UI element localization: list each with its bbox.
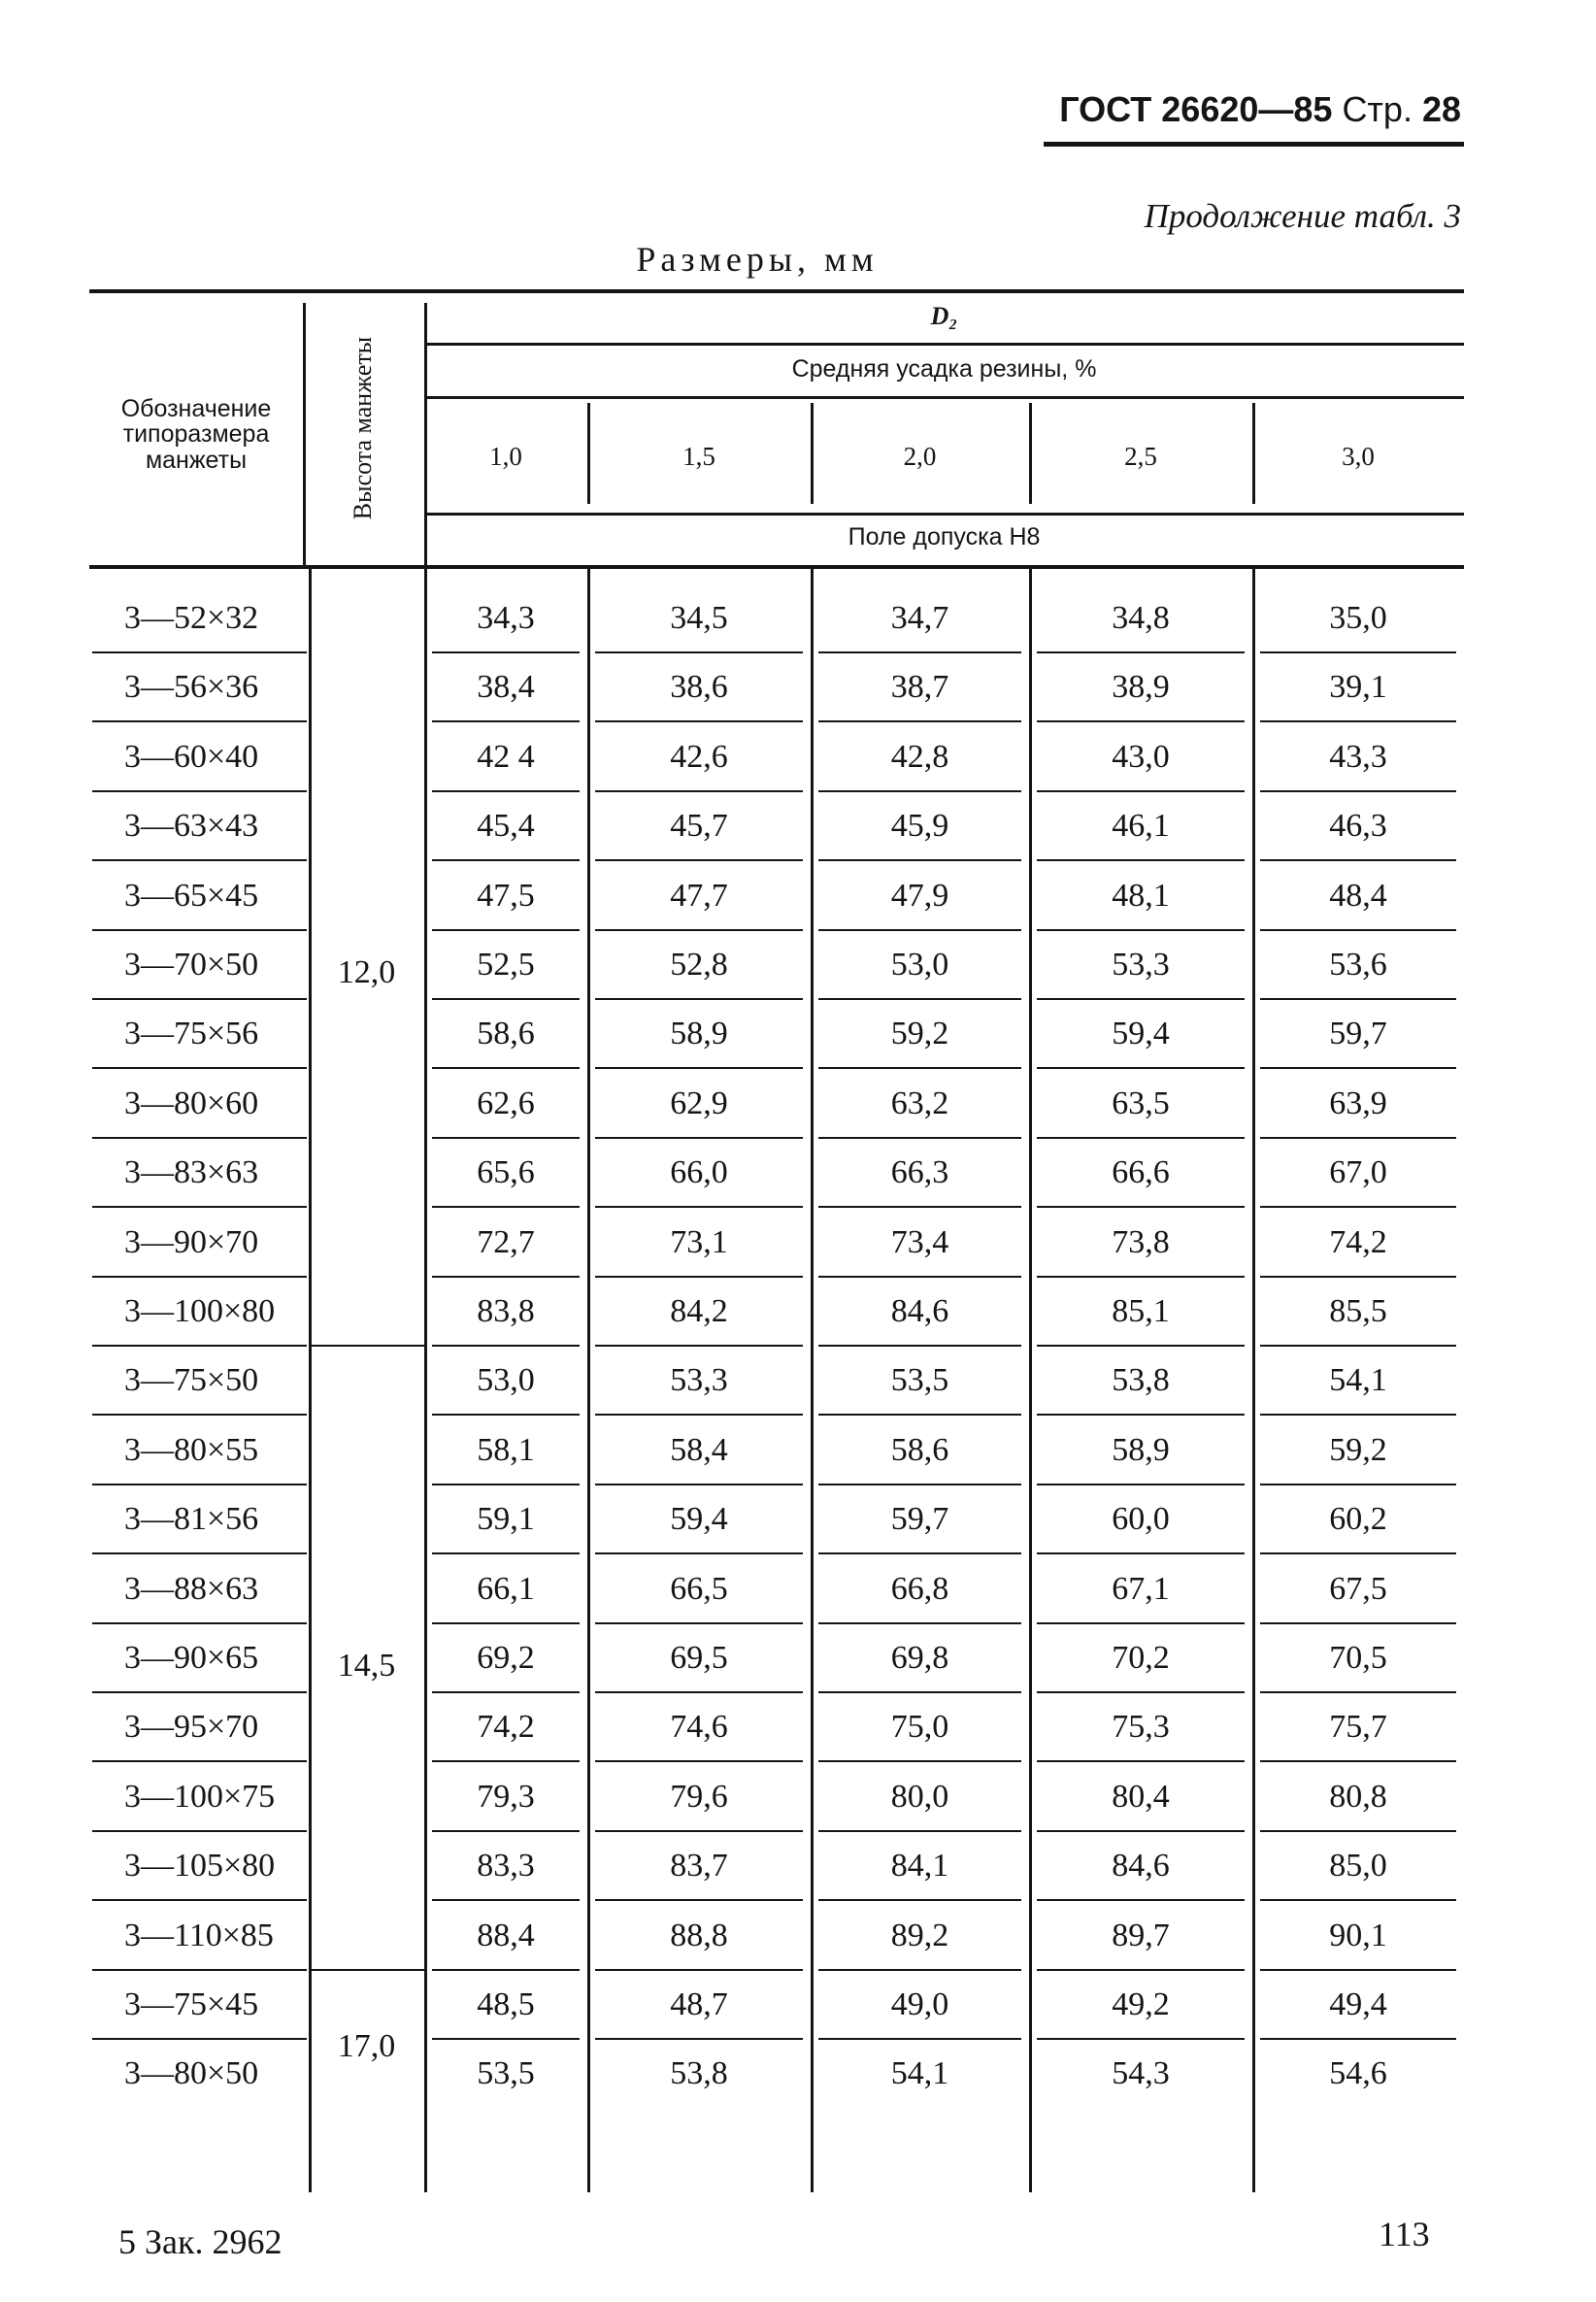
row-rule-values	[1037, 1137, 1245, 1139]
page-header	[971, 89, 1461, 130]
value-cell: 59,1	[477, 1501, 535, 1538]
value-cell: 80,0	[890, 1778, 949, 1815]
value-cell: 53,0	[890, 947, 949, 983]
value-cell: 59,7	[890, 1501, 949, 1538]
row-rule-values	[432, 720, 580, 722]
row-rule-values	[1260, 1345, 1456, 1347]
row-rule-values	[818, 790, 1021, 792]
footer-page-number: 113	[1379, 2215, 1430, 2253]
row-rule-values	[595, 1969, 803, 1971]
row-rule-values	[1037, 1622, 1245, 1624]
designation-cell: 3—80×55	[124, 1431, 259, 1468]
row-rule-designation	[92, 1414, 307, 1416]
row-rule-values	[1260, 859, 1456, 861]
row-rule-designation	[92, 1276, 307, 1278]
row-rule-designation	[92, 1137, 307, 1139]
value-cell: 48,7	[670, 1986, 728, 2022]
row-rule-values	[432, 929, 580, 931]
row-rule-values	[595, 1691, 803, 1693]
row-rule-values	[432, 1206, 580, 1208]
row-rule-values	[1037, 1067, 1245, 1069]
value-cell: 85,0	[1329, 1848, 1387, 1885]
row-rule-values	[432, 1760, 580, 1762]
value-cell: 46,1	[1112, 808, 1170, 845]
row-rule-designation	[92, 1622, 307, 1624]
row-rule-values	[432, 790, 580, 792]
value-cell: 34,3	[477, 600, 535, 636]
designation-cell: 3—90×70	[124, 1223, 259, 1260]
value-cell: 53,5	[477, 2055, 535, 2092]
row-rule-values	[1260, 1414, 1456, 1416]
row-rule-values	[818, 1691, 1021, 1693]
header-shrinkage-1: 1,0	[489, 442, 522, 471]
value-cell: 62,9	[670, 1084, 728, 1121]
designation-cell: 3—95×70	[124, 1709, 259, 1746]
value-cell: 85,5	[1329, 1293, 1387, 1329]
row-rule-values	[595, 1137, 803, 1139]
value-cell: 63,5	[1112, 1084, 1170, 1121]
value-cell: 69,2	[477, 1640, 535, 1676]
value-cell: 59,4	[670, 1501, 728, 1538]
value-cell: 52,5	[477, 947, 535, 983]
body-divider-designation	[309, 565, 312, 2192]
standard-number: ГОСТ 26620—85	[1059, 89, 1333, 129]
height-cell: 12,0	[337, 953, 396, 990]
row-rule-values	[595, 1414, 803, 1416]
row-rule-values	[1260, 1552, 1456, 1554]
header-divider-designation	[303, 303, 306, 565]
row-rule-values	[1260, 1830, 1456, 1832]
header-col-divider-3	[1029, 403, 1032, 504]
value-cell: 66,8	[890, 1570, 949, 1607]
row-rule-values	[818, 720, 1021, 722]
value-cell: 73,4	[890, 1223, 949, 1260]
row-rule-values	[432, 651, 580, 653]
row-rule-values	[595, 720, 803, 722]
value-cell: 66,1	[477, 1570, 535, 1607]
value-cell: 84,6	[890, 1293, 949, 1329]
row-rule-values	[1260, 720, 1456, 722]
value-cell: 47,5	[477, 877, 535, 914]
row-rule-values	[818, 1760, 1021, 1762]
designation-cell: 3—81×56	[124, 1501, 259, 1538]
row-rule-values	[1037, 1969, 1245, 1971]
value-cell: 84,6	[1112, 1848, 1170, 1885]
row-rule-values	[1260, 651, 1456, 653]
row-rule-values	[818, 1206, 1021, 1208]
value-cell: 63,9	[1329, 1084, 1387, 1121]
row-rule-values	[1037, 1414, 1245, 1416]
row-rule-values	[818, 1622, 1021, 1624]
row-rule-values	[432, 2038, 580, 2040]
row-rule-values	[1260, 1484, 1456, 1485]
row-rule-designation	[92, 929, 307, 931]
designation-cell: 3—105×80	[124, 1848, 276, 1885]
value-cell: 54,6	[1329, 2055, 1387, 2092]
value-cell: 53,3	[670, 1362, 728, 1399]
row-rule-values	[818, 1137, 1021, 1139]
table-header-bottom-rule	[89, 565, 1464, 569]
designation-cell: 3—110×85	[124, 1917, 274, 1953]
value-cell: 35,0	[1329, 600, 1387, 636]
value-cell: 53,8	[670, 2055, 728, 2092]
value-cell: 59,7	[1329, 1016, 1387, 1052]
row-rule-values	[432, 1830, 580, 1832]
row-rule-designation	[92, 790, 307, 792]
row-rule-values	[1260, 1622, 1456, 1624]
value-cell: 54,1	[1329, 1362, 1387, 1399]
row-rule-designation	[92, 651, 307, 653]
value-cell: 74,2	[477, 1709, 535, 1746]
row-rule-designation	[92, 998, 307, 1000]
value-cell: 70,2	[1112, 1640, 1170, 1676]
value-cell: 39,1	[1329, 669, 1387, 706]
value-cell: 54,3	[1112, 2055, 1170, 2092]
row-rule-values	[818, 1830, 1021, 1832]
row-rule-values	[818, 2038, 1021, 2040]
designation-cell: 3—80×50	[124, 2055, 259, 2092]
row-rule-designation	[92, 1206, 307, 1208]
row-rule-values	[1260, 929, 1456, 931]
row-rule-values	[818, 1552, 1021, 1554]
row-rule-designation	[92, 1760, 307, 1762]
value-cell: 42,6	[670, 738, 728, 775]
row-rule-values	[595, 1830, 803, 1832]
value-cell: 59,2	[1329, 1431, 1387, 1468]
row-rule-values	[1260, 1137, 1456, 1139]
value-cell: 84,1	[890, 1848, 949, 1885]
row-rule-designation	[92, 1552, 307, 1554]
value-cell: 70,5	[1329, 1640, 1387, 1676]
value-cell: 73,8	[1112, 1223, 1170, 1260]
value-cell: 49,0	[890, 1986, 949, 2022]
row-rule-values	[1037, 1484, 1245, 1485]
value-cell: 53,0	[477, 1362, 535, 1399]
value-cell: 65,6	[477, 1154, 535, 1191]
value-cell: 48,4	[1329, 877, 1387, 914]
units-caption: Размеры, мм	[636, 240, 879, 279]
value-cell: 53,3	[1112, 947, 1170, 983]
row-rule-values	[595, 929, 803, 931]
value-cell: 45,9	[890, 808, 949, 845]
row-rule-values	[432, 1622, 580, 1624]
row-rule-values	[1037, 998, 1245, 1000]
row-rule-values	[818, 1414, 1021, 1416]
row-rule-values	[1037, 1830, 1245, 1832]
row-rule-values	[595, 1276, 803, 1278]
row-rule-values	[818, 1345, 1021, 1347]
value-cell: 89,7	[1112, 1917, 1170, 1953]
value-cell: 58,1	[477, 1431, 535, 1468]
row-rule-designation	[92, 720, 307, 722]
value-cell: 69,8	[890, 1640, 949, 1676]
row-rule-values	[432, 1691, 580, 1693]
designation-cell: 3—88×63	[124, 1570, 259, 1607]
value-cell: 53,6	[1329, 947, 1387, 983]
row-rule-values	[1260, 1760, 1456, 1762]
value-cell: 58,9	[670, 1016, 728, 1052]
row-rule-values	[595, 2038, 803, 2040]
row-rule-values	[818, 929, 1021, 931]
value-cell: 74,2	[1329, 1223, 1387, 1260]
value-cell: 38,6	[670, 669, 728, 706]
value-cell: 67,5	[1329, 1570, 1387, 1607]
value-cell: 34,7	[890, 600, 949, 636]
row-rule-values	[1260, 1206, 1456, 1208]
value-cell: 58,6	[477, 1016, 535, 1052]
row-rule-values	[595, 1760, 803, 1762]
row-rule-values	[1037, 929, 1245, 931]
value-cell: 72,7	[477, 1223, 535, 1260]
value-cell: 83,8	[477, 1293, 535, 1329]
value-cell: 83,3	[477, 1848, 535, 1885]
designation-cell: 3—52×32	[124, 600, 259, 636]
row-rule-values	[432, 1137, 580, 1139]
header-shrinkage-3: 2,0	[903, 442, 937, 471]
row-rule-values	[432, 1484, 580, 1485]
value-cell: 43,0	[1112, 738, 1170, 775]
header-rule	[1044, 142, 1464, 147]
row-rule-values	[432, 1345, 580, 1347]
row-rule-values	[432, 1899, 580, 1901]
row-rule-values	[1260, 1691, 1456, 1693]
row-rule-values	[595, 1899, 803, 1901]
row-rule-designation	[92, 859, 307, 861]
row-rule-values	[1260, 1969, 1456, 1971]
row-rule-values	[1260, 1067, 1456, 1069]
row-rule-designation	[92, 1345, 307, 1347]
header-shrinkage-2: 1,5	[682, 442, 715, 471]
row-rule-values	[432, 1276, 580, 1278]
row-rule-values	[595, 1622, 803, 1624]
page-label: Стр.	[1342, 89, 1413, 129]
value-cell: 89,2	[890, 1917, 949, 1953]
value-cell: 53,8	[1112, 1362, 1170, 1399]
row-rule-values	[1260, 2038, 1456, 2040]
value-cell: 79,3	[477, 1778, 535, 1815]
footer-order-number: 5 Зак. 2962	[118, 2222, 283, 2261]
value-cell: 88,4	[477, 1917, 535, 1953]
value-cell: 38,4	[477, 669, 535, 706]
value-cell: 48,1	[1112, 877, 1170, 914]
value-cell: 58,9	[1112, 1431, 1170, 1468]
height-cell: 14,5	[337, 1647, 396, 1684]
row-rule-designation	[92, 1899, 307, 1901]
row-rule-designation	[92, 1067, 307, 1069]
header-shrinkage: Средняя усадка резины, %	[791, 355, 1097, 383]
value-cell: 59,2	[890, 1016, 949, 1052]
row-rule-values	[595, 1067, 803, 1069]
designation-cell: 3—80×60	[124, 1084, 259, 1121]
value-cell: 62,6	[477, 1084, 535, 1121]
row-rule-values	[595, 1484, 803, 1485]
designation-cell: 3—75×50	[124, 1362, 259, 1399]
designation-cell: 3—56×36	[124, 669, 259, 706]
value-cell: 46,3	[1329, 808, 1387, 845]
designation-cell: 3—90×65	[124, 1640, 259, 1676]
header-col-divider-4	[1252, 403, 1255, 504]
row-rule-values	[595, 790, 803, 792]
value-cell: 66,3	[890, 1154, 949, 1191]
row-rule-designation	[92, 1830, 307, 1832]
row-rule-values	[1037, 859, 1245, 861]
header-tolerance: Поле допуска Н8	[848, 523, 1041, 550]
value-cell: 47,9	[890, 877, 949, 914]
row-rule-values	[1037, 1552, 1245, 1554]
value-cell: 59,4	[1112, 1016, 1170, 1052]
designation-cell: 3—83×63	[124, 1154, 259, 1191]
row-rule-values	[818, 998, 1021, 1000]
value-cell: 34,8	[1112, 600, 1170, 636]
header-d2: D₂	[930, 302, 958, 330]
row-rule-values	[1037, 1760, 1245, 1762]
value-cell: 38,7	[890, 669, 949, 706]
row-rule-values	[432, 859, 580, 861]
tolerance-rule	[424, 513, 1464, 516]
continuation-caption: Продолжение табл. 3	[1144, 197, 1461, 235]
table-top-rule	[89, 289, 1464, 293]
row-rule-values	[818, 1276, 1021, 1278]
row-rule-values	[1260, 1276, 1456, 1278]
value-cell: 88,8	[670, 1917, 728, 1953]
row-rule-values	[432, 998, 580, 1000]
value-cell: 69,5	[670, 1640, 728, 1676]
value-cell: 43,3	[1329, 738, 1387, 775]
value-cell: 63,2	[890, 1084, 949, 1121]
value-cell: 38,9	[1112, 669, 1170, 706]
value-cell: 58,6	[890, 1431, 949, 1468]
row-rule-values	[595, 859, 803, 861]
value-cell: 54,1	[890, 2055, 949, 2092]
page-num: 28	[1421, 89, 1461, 129]
value-cell: 75,7	[1329, 1709, 1387, 1746]
designation-cell: 3—100×80	[124, 1293, 276, 1329]
row-rule-values	[1260, 998, 1456, 1000]
value-cell: 66,0	[670, 1154, 728, 1191]
header-shrinkage-4: 2,5	[1124, 442, 1157, 471]
row-rule-values	[1037, 790, 1245, 792]
value-cell: 75,0	[890, 1709, 949, 1746]
value-cell: 60,2	[1329, 1501, 1387, 1538]
value-cell: 90,1	[1329, 1917, 1387, 1953]
value-cell: 67,0	[1329, 1154, 1387, 1191]
value-cell: 85,1	[1112, 1293, 1170, 1329]
value-cell: 42 4	[477, 738, 535, 775]
row-rule-designation	[92, 1969, 307, 1971]
value-cell: 34,5	[670, 600, 728, 636]
header-height: Высота манжеты	[348, 336, 377, 520]
value-cell: 52,8	[670, 947, 728, 983]
value-cell: 45,4	[477, 808, 535, 845]
value-cell: 42,8	[890, 738, 949, 775]
designation-cell: 3—63×43	[124, 808, 259, 845]
designation-cell: 3—60×40	[124, 738, 259, 775]
row-rule-values	[818, 651, 1021, 653]
value-cell: 60,0	[1112, 1501, 1170, 1538]
designation-cell: 3—65×45	[124, 877, 259, 914]
value-cell: 84,2	[670, 1293, 728, 1329]
row-rule-values	[595, 1552, 803, 1554]
designation-cell: 3—70×50	[124, 947, 259, 983]
value-cell: 49,4	[1329, 1986, 1387, 2022]
height-cell: 17,0	[337, 2028, 396, 2065]
row-rule-values	[1037, 2038, 1245, 2040]
header-designation: Обозначение типоразмера манжеты	[120, 395, 272, 474]
value-cell: 73,1	[670, 1223, 728, 1260]
row-rule-values	[818, 1899, 1021, 1901]
row-rule-values	[1037, 720, 1245, 722]
row-rule-values	[432, 1969, 580, 1971]
value-cell: 49,2	[1112, 1986, 1170, 2022]
value-cell: 80,8	[1329, 1778, 1387, 1815]
value-cell: 45,7	[670, 808, 728, 845]
header-col-divider-2	[811, 403, 814, 504]
row-rule-values	[432, 1414, 580, 1416]
row-rule-values	[1037, 1899, 1245, 1901]
value-cell: 66,5	[670, 1570, 728, 1607]
row-rule-values	[595, 998, 803, 1000]
value-cell: 66,6	[1112, 1154, 1170, 1191]
designation-cell: 3—75×45	[124, 1986, 259, 2022]
designation-cell: 3—75×56	[124, 1016, 259, 1052]
row-rule-values	[432, 1067, 580, 1069]
value-cell: 47,7	[670, 877, 728, 914]
row-rule-values	[595, 1206, 803, 1208]
row-rule-designation	[92, 2038, 307, 2040]
value-cell: 74,6	[670, 1709, 728, 1746]
row-rule-designation	[92, 1484, 307, 1485]
row-rule-values	[595, 1345, 803, 1347]
header-col-divider-1	[587, 403, 590, 504]
value-cell: 83,7	[670, 1848, 728, 1885]
row-rule-values	[818, 1969, 1021, 1971]
value-cell: 58,4	[670, 1431, 728, 1468]
row-rule-values	[1260, 790, 1456, 792]
row-rule-values	[432, 1552, 580, 1554]
row-rule-values	[1037, 1691, 1245, 1693]
row-rule-values	[818, 859, 1021, 861]
row-rule-values	[595, 651, 803, 653]
value-cell: 80,4	[1112, 1778, 1170, 1815]
row-rule-designation	[92, 1691, 307, 1693]
row-rule-values	[818, 1484, 1021, 1485]
value-cell: 67,1	[1112, 1570, 1170, 1607]
row-rule-values	[1037, 1276, 1245, 1278]
row-rule-values	[1037, 651, 1245, 653]
value-cell: 48,5	[477, 1986, 535, 2022]
height-group-rule	[309, 1345, 424, 1347]
row-rule-values	[818, 1067, 1021, 1069]
value-cell: 79,6	[670, 1778, 728, 1815]
row-rule-values	[1037, 1206, 1245, 1208]
height-group-rule	[309, 1969, 424, 1971]
value-cell: 53,5	[890, 1362, 949, 1399]
value-cell: 75,3	[1112, 1709, 1170, 1746]
row-rule-values	[1260, 1899, 1456, 1901]
header-shrinkage-5: 3,0	[1342, 442, 1375, 471]
designation-cell: 3—100×75	[124, 1778, 276, 1815]
shrinkage-rule	[424, 396, 1464, 399]
d2-rule	[424, 343, 1464, 346]
row-rule-values	[1037, 1345, 1245, 1347]
